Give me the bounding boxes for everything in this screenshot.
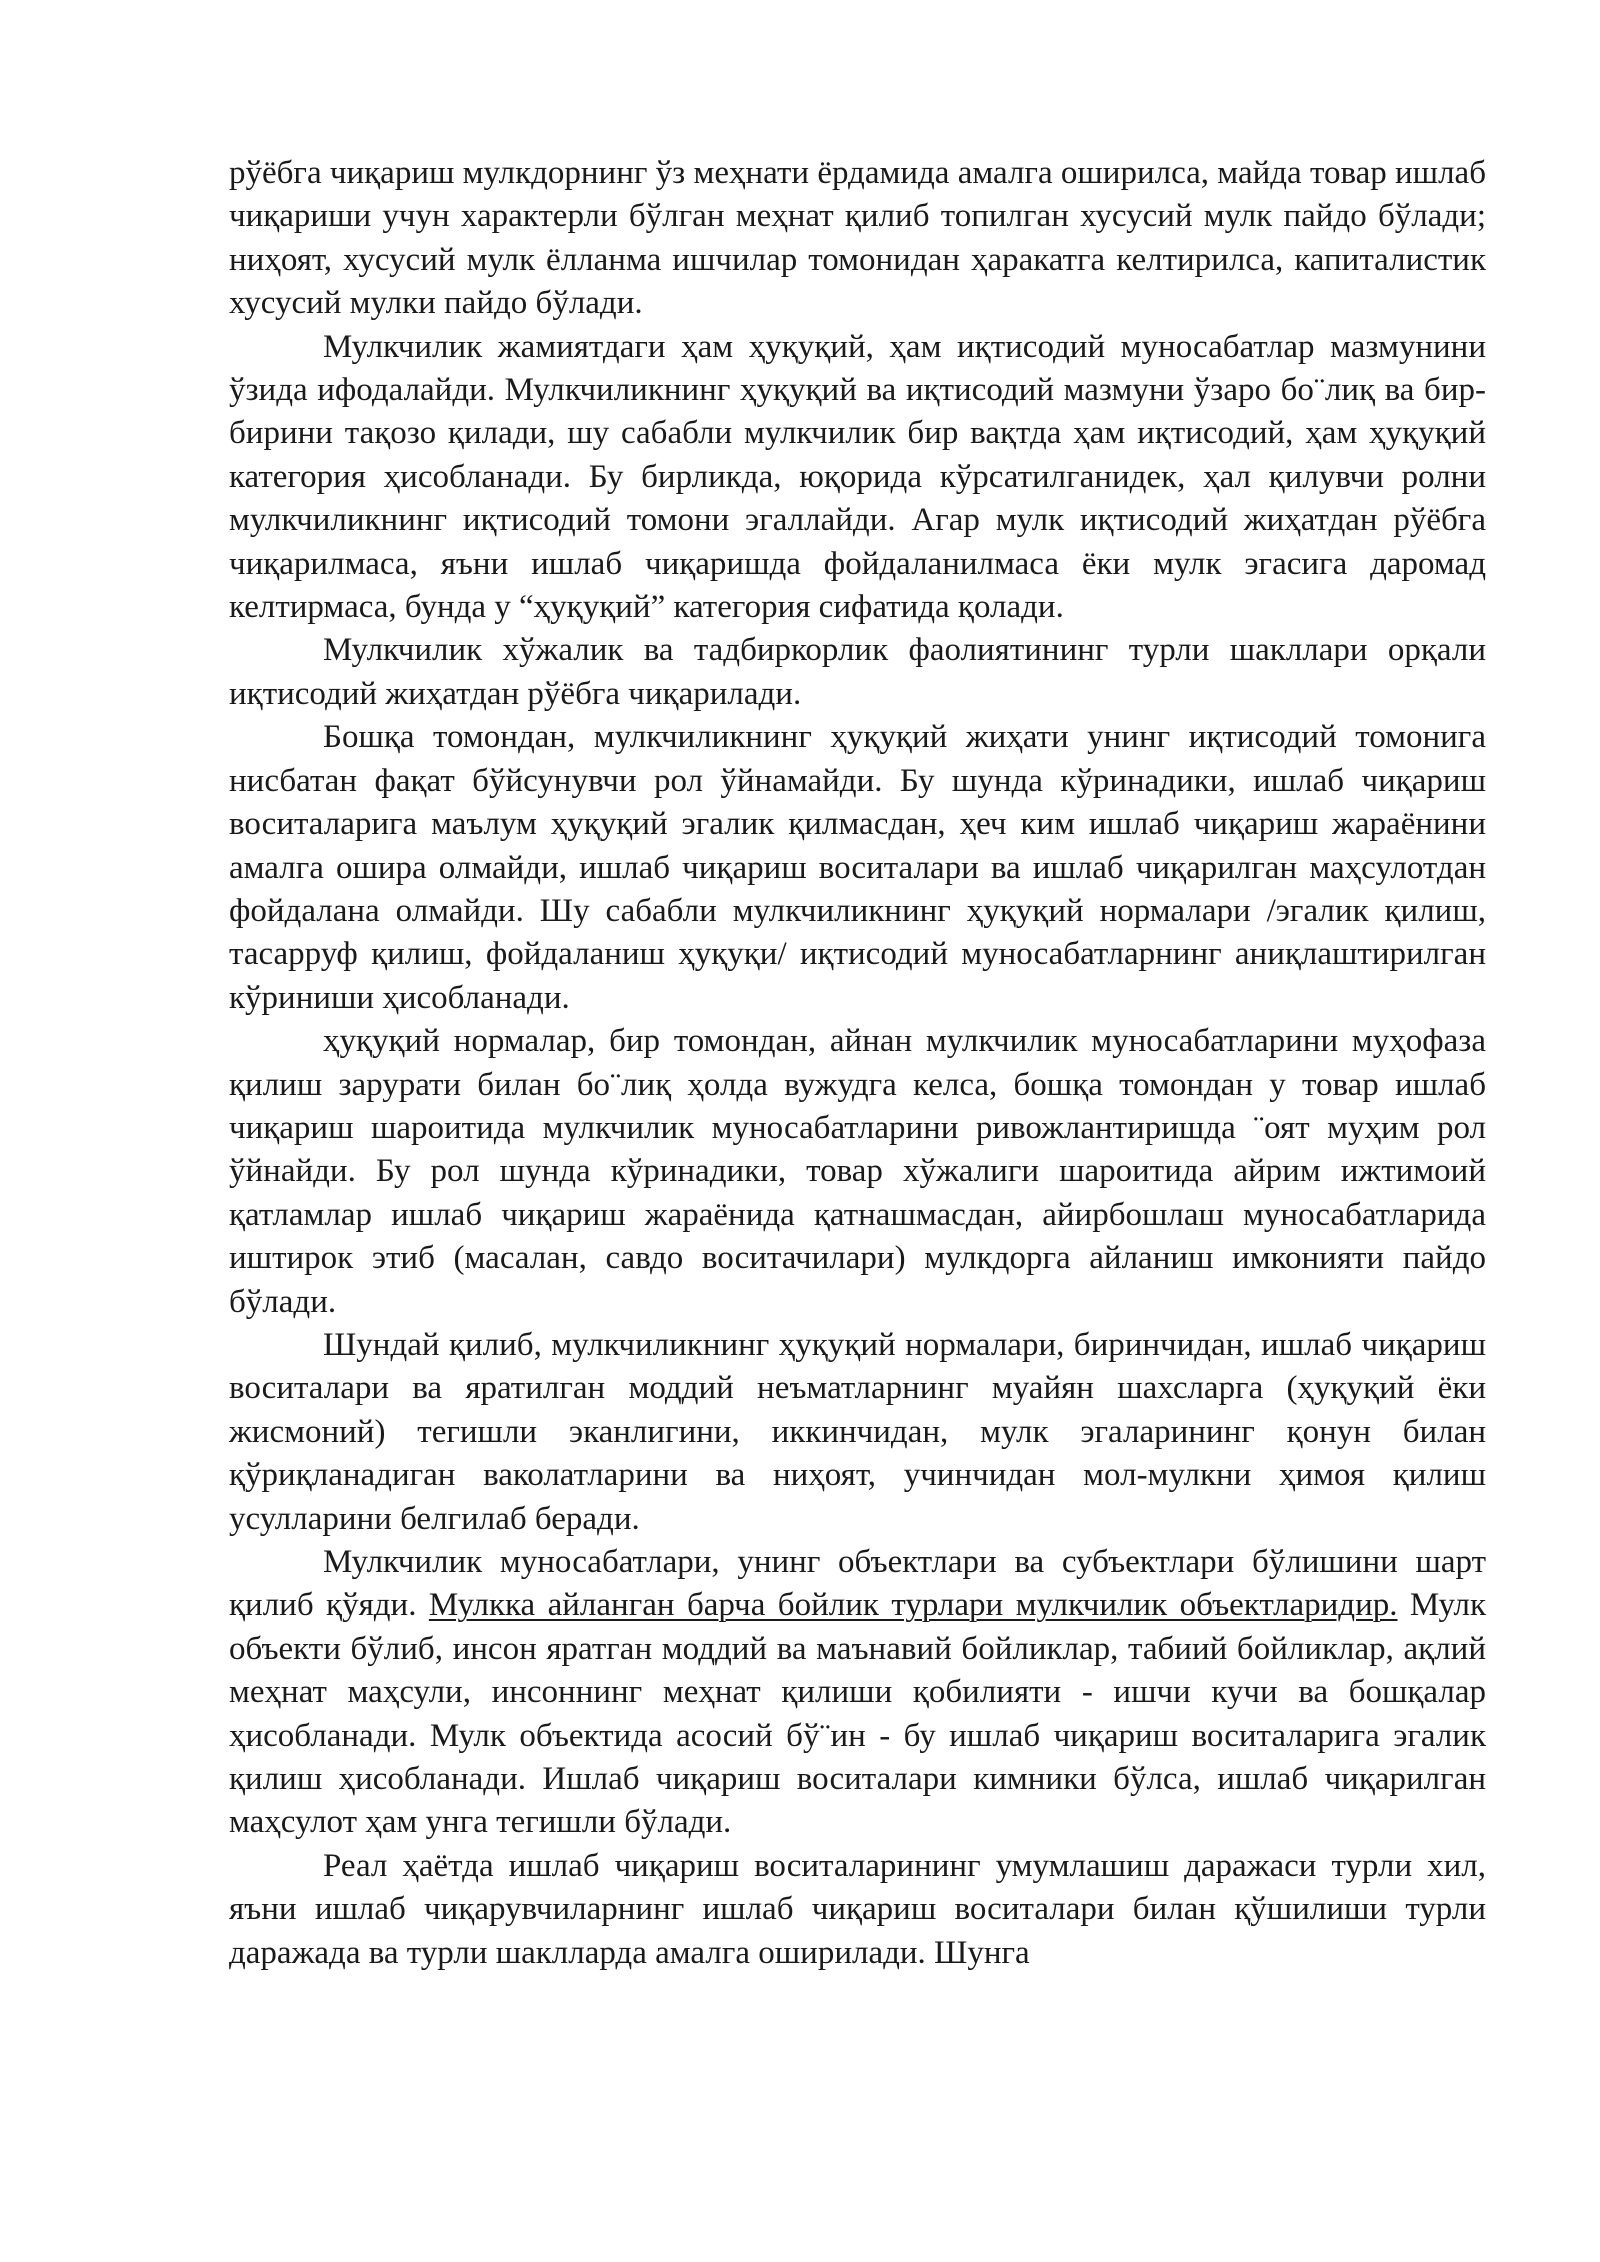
- paragraph-7-text-before: Мулкчилик муносабатлари, унинг объектлари ва субъектлари бўлишини шарт қилиб қўяди.: [229, 1544, 1486, 1624]
- paragraph-7-text-after: Мулк объекти бўлиб, инсон яратган моддий ва маънавий бойликлар, табиий бойликлар, ақлий меҳнат маҳсули, инсоннинг меҳнат қилиши қобилияти - ишчи кучи ва бошқалар ҳисобланади. Мулк объектида асосий бў¨ин - бу ишлаб чиқариш воситаларига эгалик қилиш ҳисобланади. Ишлаб чиқариш воситалари кимники бўлса, ишлаб чиқарилган маҳсулот ҳам унга тегишли бўлади.: [229, 1587, 1486, 1841]
- paragraph-6: Шундай қилиб, мулкчиликнинг ҳуқуқий нормалари, биринчидан, ишлаб чиқариш воситалари ва яратилган моддий неъматларнинг муайян шахсларга (ҳуқуқий ёки жисмоний) тегишли эканлигини, иккинчидан, мулк эгаларининг қонун билан қўриқланадиган ваколатларини ва ниҳоят, учинчидан мол-мулкни ҳимоя қилиш усулларини белгилаб беради.: [229, 1326, 1486, 1537]
- paragraph-3: Мулкчилик хўжалик ва тадбиркорлик фаолиятининг турли шакллари орқали иқтисодий жиҳатдан рўёбга чиқарилади.: [229, 632, 1486, 712]
- paragraph-5: ҳуқуқий нормалар, бир томондан, айнан мулкчилик муносабатларини муҳофаза қилиш зарурати билан бо¨лиқ ҳолда вужудга келса, бошқа томондан у товар ишлаб чиқариш шароитида мулкчилик муносабатларини ривожлантиришда ¨оят муҳим рол ўйнайди. Бу рол шунда кўринадики, товар хўжалиги шароитида айрим ижтимоий қатламлар ишлаб чиқариш жараёнида қатнашмасдан, айирбошлаш муносабатларида иштирок этиб (масалан, савдо воситачилари) мулкдорга айланиш имконияти пайдо бўлади.: [229, 1023, 1486, 1320]
- document-page: [229, 152, 1486, 1975]
- paragraph-2: Мулкчилик жамиятдаги ҳам ҳуқуқий, ҳам иқтисодий муносабатлар мазмунини ўзида ифодалайди. Мулкчиликнинг ҳуқуқий ва иқтисодий мазмуни ўзаро бо¨лиқ ва бир-бирини тақозо қилади, шу сабабли мулкчилик бир вақтда ҳам иқтисодий, ҳам ҳуқуқий категория ҳисобланади. Бу бирликда, юқорида кўрсатилганидек, ҳал қилувчи ролни мулкчиликнинг иқтисодий томони эгаллайди. Агар мулк иқтисодий жиҳатдан рўёбга чиқарилмаса, яъни ишлаб чиқаришда фойдаланилмаса ёки мулк эгасига даромад келтирмаса, бунда у “ҳуқуқий” категория сифатида қолади.: [229, 328, 1486, 626]
- underlined-definition: Мулкка айланган барча бойлик турлари мулкчилик объектларидир.: [428, 1587, 1398, 1624]
- paragraph-7: [229, 1541, 1486, 1845]
- paragraph-4: Бошқа томондан, мулкчиликнинг ҳуқуқий жиҳати унинг иқтисодий томонига нисбатан фақат бўйсунувчи рол ўйнамайди. Бу шунда кўринадики, ишлаб чиқариш воситаларига маълум ҳуқуқий эгалик қилмасдан, ҳеч ким ишлаб чиқариш жараёнини амалга ошира олмайди, ишлаб чиқариш воситалари ва ишлаб чиқарилган маҳсулотдан фойдалана олмайди. Шу сабабли мулкчиликнинг ҳуқуқий нормалари /эгалик қилиш, тасарруф қилиш, фойдаланиш ҳуқуқи/ иқтисодий муносабатларнинг аниқлаштирилган кўриниши ҳисобланади.: [229, 719, 1486, 1016]
- paragraph-8: Реал ҳаётда ишлаб чиқариш воситаларининг умумлашиш даражаси турли хил, яъни ишлаб чиқарувчиларнинг ишлаб чиқариш воситалари билан қўшилиши турли даражада ва турли шаклларда амалга оширилади. Шунга: [229, 1847, 1486, 1971]
- paragraph-1: рўёбга чиқариш мулкдорнинг ўз меҳнати ёрдамида амалга оширилса, майда товар ишлаб чиқариши учун характерли бўлган меҳнат қилиб топилган хусусий мулк пайдо бўлади; ниҳоят, хусусий мулк ёлланма ишчилар томонидан ҳаракатга келтирилса, капиталистик хусусий мулки пайдо бўлади.: [229, 155, 1486, 322]
